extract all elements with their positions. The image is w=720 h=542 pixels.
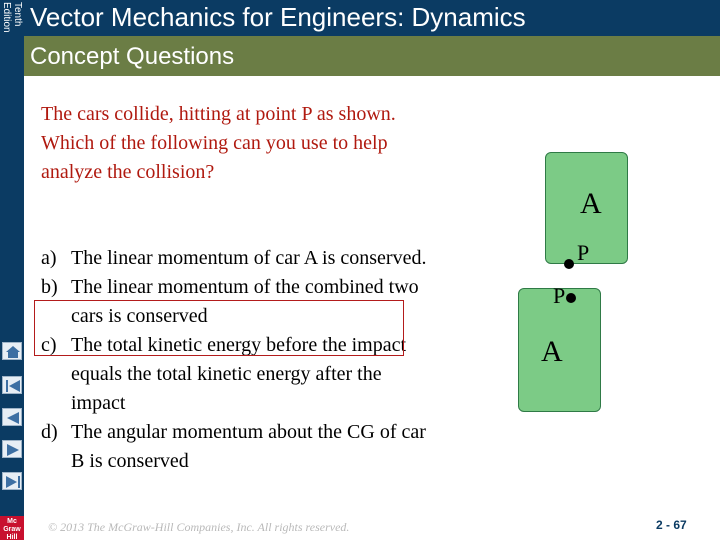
back-arrow-icon [5, 411, 21, 425]
previous-section-button[interactable] [2, 376, 22, 394]
question-text: The cars collide, hitting at point P as shown. Which of the following can you use to help analyze the collision? [41, 103, 396, 183]
title-bar [24, 0, 720, 36]
car-label: A [580, 187, 602, 220]
option-d[interactable] [41, 418, 441, 476]
copyright-text: © 2013 The McGraw-Hill Companies, Inc. All rights reserved. [48, 520, 350, 534]
option-letter: c) [41, 334, 57, 356]
option-a[interactable] [41, 244, 441, 273]
point-label: P [577, 240, 590, 265]
fast-forward-icon [5, 475, 21, 489]
forward-arrow-icon [5, 443, 21, 457]
section-title: Concept Questions [30, 43, 235, 70]
option-letter: b) [41, 276, 58, 298]
option-text: The linear momentum of the combined two cars is conserved [71, 276, 419, 327]
page-title: Vector Mechanics for Engineers: Dynamics [30, 2, 526, 32]
point-label: P [553, 283, 566, 308]
answer-options [41, 244, 441, 476]
car-label: A [541, 335, 563, 368]
rewind-icon [5, 379, 21, 393]
previous-slide-button[interactable] [2, 408, 22, 426]
edition-text: Tenth Edition [1, 2, 23, 33]
option-text: The total kinetic energy before the impact equals the total kinetic energy after the impact [71, 334, 407, 414]
home-button[interactable] [2, 342, 22, 360]
impact-point [566, 293, 576, 303]
next-section-button[interactable] [2, 472, 22, 490]
section-bar [24, 36, 720, 76]
option-text: The angular momentum about the CG of car B is conserved [71, 421, 426, 472]
impact-point [564, 259, 574, 269]
next-slide-button[interactable] [2, 440, 22, 458]
page-number: 2 - 67 [656, 518, 687, 532]
answer-highlight-box [34, 300, 404, 356]
publisher-logo: Mc Graw Hill [0, 516, 24, 540]
edition-label [1, 2, 23, 62]
home-icon [5, 345, 21, 359]
option-letter: a) [41, 247, 57, 269]
left-sidebar [0, 0, 24, 540]
option-letter: d) [41, 421, 58, 443]
option-text: The linear momentum of car A is conserved. [71, 247, 427, 269]
